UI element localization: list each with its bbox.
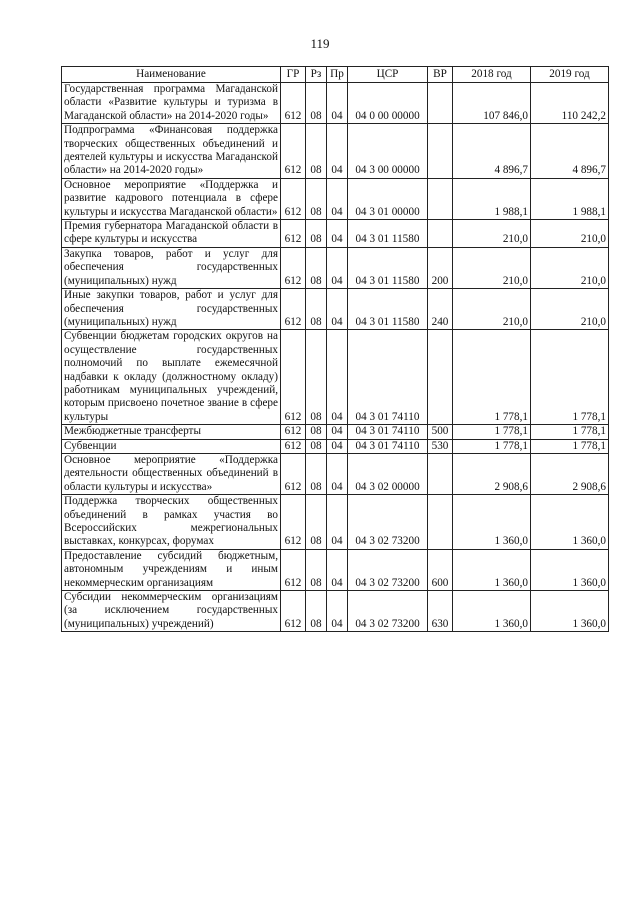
row-2019: 110 242,2 xyxy=(531,83,609,124)
row-vr xyxy=(428,220,453,248)
row-rz: 08 xyxy=(306,178,327,219)
table-row xyxy=(62,330,609,425)
row-pr: 04 xyxy=(327,439,348,453)
row-vr: 530 xyxy=(428,439,453,453)
row-gr: 612 xyxy=(281,439,306,453)
row-vr xyxy=(428,178,453,219)
row-pr: 04 xyxy=(327,178,348,219)
table-row xyxy=(62,425,609,439)
row-2019: 1 360,0 xyxy=(531,549,609,590)
row-gr: 612 xyxy=(281,289,306,330)
row-name: Поддержка творческих общественных объединений в рамках участия во Всероссийских межрегиональных выставках, конкурсах, форумах xyxy=(62,495,281,550)
row-rz: 08 xyxy=(306,549,327,590)
row-vr xyxy=(428,330,453,425)
row-csr: 04 3 01 11580 xyxy=(348,220,428,248)
row-2018: 210,0 xyxy=(453,220,531,248)
row-pr: 04 xyxy=(327,591,348,632)
row-name: Межбюджетные трансферты xyxy=(62,425,281,439)
row-name: Субвенции xyxy=(62,439,281,453)
row-2019: 1 360,0 xyxy=(531,591,609,632)
table-header-row xyxy=(62,67,609,83)
row-vr: 600 xyxy=(428,549,453,590)
row-pr: 04 xyxy=(327,549,348,590)
row-pr: 04 xyxy=(327,247,348,288)
row-csr: 04 3 01 11580 xyxy=(348,247,428,288)
row-rz: 08 xyxy=(306,247,327,288)
row-2018: 1 778,1 xyxy=(453,330,531,425)
row-rz: 08 xyxy=(306,453,327,494)
col-header-rz: Рз xyxy=(306,67,327,83)
row-gr: 612 xyxy=(281,591,306,632)
row-name: Премия губернатора Магаданской области в сфере культуры и искусства xyxy=(62,220,281,248)
page-number: 119 xyxy=(310,36,330,51)
row-name: Субвенции бюджетам городских округов на осуществление государственных полномочий по выплате ежемесячной надбавки к окладу (должностному окладу) работникам муниципальных учреждений, которым присвоено почетное звание в сфере культуры xyxy=(62,330,281,425)
table-row xyxy=(62,124,609,179)
row-csr: 04 3 02 73200 xyxy=(348,591,428,632)
row-pr: 04 xyxy=(327,330,348,425)
table-row xyxy=(62,495,609,550)
row-rz: 08 xyxy=(306,591,327,632)
row-gr: 612 xyxy=(281,83,306,124)
row-vr: 240 xyxy=(428,289,453,330)
table-row xyxy=(62,289,609,330)
row-2018: 2 908,6 xyxy=(453,453,531,494)
table-row xyxy=(62,178,609,219)
row-rz: 08 xyxy=(306,495,327,550)
col-header-2019: 2019 год xyxy=(531,67,609,83)
row-name: Государственная программа Магаданской области «Развитие культуры и туризма в Магаданской области» на 2014-2020 годы» xyxy=(62,83,281,124)
row-2018: 4 896,7 xyxy=(453,124,531,179)
row-rz: 08 xyxy=(306,439,327,453)
row-name: Предоставление субсидий бюджетным, автономным учреждениям и иным некоммерческим организациям xyxy=(62,549,281,590)
row-name: Основное мероприятие «Поддержка деятельности общественных объединений в области культуры и искусства» xyxy=(62,453,281,494)
col-header-pr: Пр xyxy=(327,67,348,83)
row-rz: 08 xyxy=(306,330,327,425)
row-rz: 08 xyxy=(306,289,327,330)
row-vr: 500 xyxy=(428,425,453,439)
row-gr: 612 xyxy=(281,247,306,288)
table-body xyxy=(62,83,609,632)
row-csr: 04 3 01 00000 xyxy=(348,178,428,219)
row-vr xyxy=(428,83,453,124)
row-vr xyxy=(428,453,453,494)
row-rz: 08 xyxy=(306,124,327,179)
row-pr: 04 xyxy=(327,83,348,124)
row-rz: 08 xyxy=(306,220,327,248)
row-gr: 612 xyxy=(281,453,306,494)
row-2019: 1 778,1 xyxy=(531,425,609,439)
col-header-vr: ВР xyxy=(428,67,453,83)
row-rz: 08 xyxy=(306,425,327,439)
row-csr: 04 0 00 00000 xyxy=(348,83,428,124)
row-2019: 1 988,1 xyxy=(531,178,609,219)
row-name: Субсидии некоммерческим организациям (за исключением государственных (муниципальных) учреждений) xyxy=(62,591,281,632)
row-vr: 630 xyxy=(428,591,453,632)
row-pr: 04 xyxy=(327,495,348,550)
row-csr: 04 3 01 11580 xyxy=(348,289,428,330)
budget-table xyxy=(61,66,609,632)
row-2018: 210,0 xyxy=(453,247,531,288)
row-2018: 1 988,1 xyxy=(453,178,531,219)
row-vr xyxy=(428,495,453,550)
row-gr: 612 xyxy=(281,495,306,550)
row-csr: 04 3 00 00000 xyxy=(348,124,428,179)
row-gr: 612 xyxy=(281,425,306,439)
row-gr: 612 xyxy=(281,178,306,219)
row-2019: 2 908,6 xyxy=(531,453,609,494)
row-2018: 210,0 xyxy=(453,289,531,330)
row-rz: 08 xyxy=(306,83,327,124)
row-2019: 210,0 xyxy=(531,247,609,288)
row-2019: 4 896,7 xyxy=(531,124,609,179)
row-2018: 1 360,0 xyxy=(453,549,531,590)
table-row xyxy=(62,549,609,590)
col-header-csr: ЦСР xyxy=(348,67,428,83)
row-name: Основное мероприятие «Поддержка и развитие кадрового потенциала в сфере культуры и искусства Магаданской области» xyxy=(62,178,281,219)
row-csr: 04 3 01 74110 xyxy=(348,439,428,453)
row-pr: 04 xyxy=(327,453,348,494)
row-vr xyxy=(428,124,453,179)
row-csr: 04 3 01 74110 xyxy=(348,330,428,425)
row-csr: 04 3 02 73200 xyxy=(348,549,428,590)
row-2019: 210,0 xyxy=(531,220,609,248)
table-row xyxy=(62,83,609,124)
row-pr: 04 xyxy=(327,289,348,330)
row-name: Закупка товаров, работ и услуг для обеспечения государственных (муниципальных) нужд xyxy=(62,247,281,288)
table-row xyxy=(62,220,609,248)
col-header-2018: 2018 год xyxy=(453,67,531,83)
row-2019: 1 778,1 xyxy=(531,330,609,425)
row-csr: 04 3 02 73200 xyxy=(348,495,428,550)
row-2019: 1 778,1 xyxy=(531,439,609,453)
row-gr: 612 xyxy=(281,220,306,248)
row-pr: 04 xyxy=(327,220,348,248)
row-2019: 1 360,0 xyxy=(531,495,609,550)
row-2019: 210,0 xyxy=(531,289,609,330)
row-vr: 200 xyxy=(428,247,453,288)
row-gr: 612 xyxy=(281,330,306,425)
table-row xyxy=(62,247,609,288)
row-2018: 1 360,0 xyxy=(453,591,531,632)
row-name: Иные закупки товаров, работ и услуг для обеспечения государственных (муниципальных) нужд xyxy=(62,289,281,330)
row-2018: 1 778,1 xyxy=(453,439,531,453)
table-row xyxy=(62,439,609,453)
row-2018: 1 360,0 xyxy=(453,495,531,550)
row-gr: 612 xyxy=(281,549,306,590)
row-pr: 04 xyxy=(327,124,348,179)
row-csr: 04 3 01 74110 xyxy=(348,425,428,439)
col-header-gr: ГР xyxy=(281,67,306,83)
row-2018: 107 846,0 xyxy=(453,83,531,124)
row-gr: 612 xyxy=(281,124,306,179)
col-header-name: Наименование xyxy=(62,67,281,83)
table-row xyxy=(62,453,609,494)
row-csr: 04 3 02 00000 xyxy=(348,453,428,494)
row-2018: 1 778,1 xyxy=(453,425,531,439)
row-pr: 04 xyxy=(327,425,348,439)
row-name: Подпрограмма «Финансовая поддержка творческих общественных объединений и деятелей культуры и искусства Магаданской области» на 2014-2020 годы» xyxy=(62,124,281,179)
table-row xyxy=(62,591,609,632)
